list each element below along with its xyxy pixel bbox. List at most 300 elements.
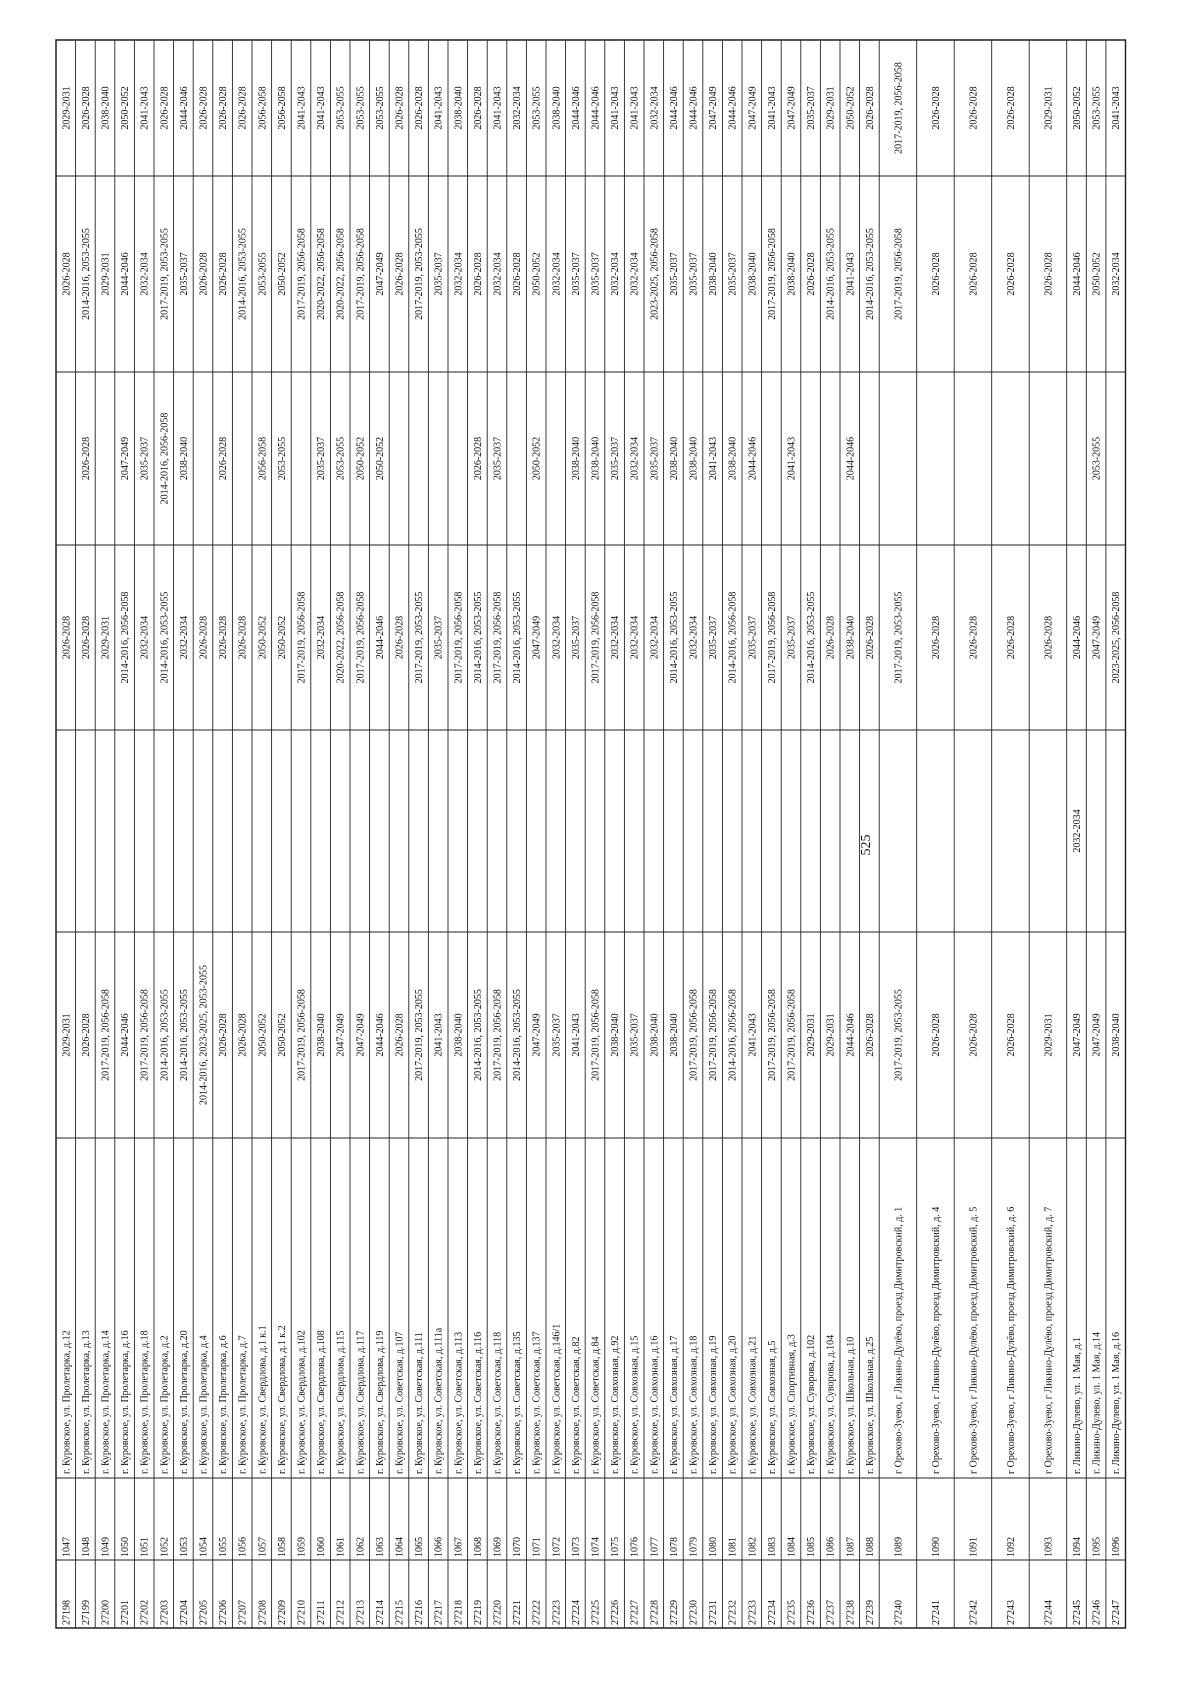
table-cell: 2017-2019, 2056-2058: [492, 591, 504, 684]
table-cell: 2041-2043: [786, 436, 798, 481]
table-cell: 27244: [1043, 1600, 1055, 1625]
table-cell: г. Куровское, ул. Свердлова, д.1 к.2: [276, 1325, 288, 1474]
table-cell: г. Куровское, ул. Совхозная, д.19: [708, 1335, 720, 1474]
table-cell: 27211: [316, 1600, 328, 1625]
table-cell: 2038-2040: [668, 1013, 680, 1057]
table-cell: г. Куровское, ул. Пролетарка, д.14: [100, 1330, 112, 1474]
table-cell: 2053-2055: [257, 252, 269, 296]
table-cell: 27226: [610, 1600, 622, 1625]
table-cell: 2047-2049: [531, 1013, 543, 1057]
table-cell: 1066: [433, 1537, 445, 1557]
table-cell: г. Куровское, ул. Совхозная, д.18: [688, 1335, 700, 1474]
table-cell: 1077: [649, 1537, 661, 1557]
table-cell: 2014-2016, 2053-2055: [806, 591, 818, 684]
table-cell: 1078: [668, 1537, 680, 1557]
table-cell: г. Куровское, ул. Пролетарка, д.7: [237, 1335, 249, 1474]
table-cell: 2035-2037: [649, 436, 661, 481]
table-cell: 1067: [453, 1537, 465, 1557]
table-cell: 2026-2028: [472, 86, 484, 130]
table-cell: 27219: [472, 1600, 484, 1625]
table-cell: 1088: [864, 1537, 876, 1557]
table-cell: 1065: [414, 1537, 426, 1557]
table-cell: 2014-2016, 2053-2055: [864, 228, 876, 320]
table-cell: 2014-2016, 2023-2025, 2053-2055: [198, 965, 210, 1105]
table-cell: 1055: [218, 1537, 230, 1557]
table-cell: 2035-2037: [708, 615, 720, 660]
table-cell: 27217: [433, 1600, 445, 1625]
table-cell: 2032-2034: [316, 615, 328, 660]
table-cell: 1094: [1072, 1537, 1083, 1557]
table-cell: 27216: [414, 1600, 426, 1625]
table-cell: 2014-2016, 2053-2055: [668, 591, 680, 684]
table-cell: 2014-2016, 2056-2058: [120, 591, 132, 684]
table-cell: г. Куровское, ул. Советская, д.82: [570, 1336, 582, 1474]
table-cell: 2017-2019, 2056-2058: [100, 989, 112, 1081]
table-cell: 2014-2016, 2053-2055: [472, 989, 484, 1081]
table-cell: г. Куровское, ул. Пролетарка, д.18: [139, 1330, 151, 1474]
table-cell: 2047-2049: [786, 86, 798, 130]
table-cell: 2050-2052: [120, 86, 132, 130]
table-cell: 27241: [931, 1600, 942, 1625]
table-cell: 2035-2037: [178, 252, 190, 296]
table-cell: 2026-2028: [1006, 1013, 1017, 1057]
table-cell: 2026-2028: [931, 86, 942, 130]
table-cell: 2026-2028: [237, 1013, 249, 1057]
table-cell: 2032-2034: [629, 252, 641, 296]
table-cell: г. Куровское, ул. Пролетарка, д.16: [120, 1330, 132, 1474]
table-cell: 2050-2052: [845, 86, 857, 130]
table-cell: 27213: [355, 1600, 367, 1625]
table-cell: г. Куровское, ул. Советская, д.146/1: [551, 1323, 563, 1474]
table-cell: 2041-2043: [316, 86, 328, 130]
table-cell: 2026-2028: [968, 1013, 980, 1057]
table-cell: г. Куровское, ул. Советская, д.135: [512, 1331, 524, 1474]
table-cell: 2035-2037: [668, 252, 680, 296]
table-cell: 27207: [237, 1600, 249, 1625]
table-cell: 27229: [668, 1600, 680, 1625]
table-cell: 2026-2028: [394, 1013, 406, 1057]
table-cell: 2029-2031: [806, 1013, 818, 1057]
table-cell: 2032-2034: [551, 615, 563, 660]
table-cell: г. Куровское, ул. Совхозная, д.92: [610, 1335, 622, 1474]
table-cell: 1052: [159, 1537, 171, 1557]
table-cell: 2032-2034: [492, 252, 504, 296]
table-cell: 2026-2028: [968, 86, 980, 130]
table-cell: 1069: [492, 1537, 504, 1557]
table-cell: 2047-2049: [1072, 1013, 1083, 1057]
table-cell: г. Куровское, ул. Свердлова, д.108: [316, 1330, 328, 1474]
table-cell: 27215: [394, 1600, 406, 1625]
table-cell: 2038-2040: [786, 252, 798, 296]
table-cell: 2026-2028: [1006, 615, 1017, 660]
table-cell: 2044-2046: [178, 86, 190, 130]
table-cell: 2017-2019, 2056-2058: [893, 62, 905, 154]
table-cell: 2026-2028: [931, 252, 942, 296]
table-cell: 2032-2034: [629, 615, 641, 660]
table-cell: 2050-2052: [276, 1013, 288, 1057]
table-cell: 2047-2049: [531, 615, 543, 660]
table-cell: 2038-2040: [649, 1013, 661, 1057]
table-cell: 27199: [80, 1600, 92, 1625]
table-cell: 2047-2049: [1091, 615, 1103, 660]
table-cell: 1062: [355, 1537, 367, 1557]
table-cell: 2026-2028: [1006, 86, 1017, 130]
table-cell: 2032-2034: [139, 252, 151, 296]
table-cell: 2017-2019, 2056-2058: [296, 591, 308, 684]
table-cell: г. Куровское, ул. Совхозная, д.5: [766, 1340, 778, 1474]
table-cell: 27223: [551, 1600, 563, 1625]
table-cell: 2026-2028: [61, 615, 73, 660]
table-cell: 2026-2028: [414, 86, 426, 130]
table-cell: 2017-2019, 2056-2058: [688, 989, 700, 1081]
table-cell: 27247: [1111, 1600, 1123, 1625]
table-cell: 2017-2019, 2056-2058: [492, 989, 504, 1081]
table-cell: г. Куровское, ул. Пролетарка, д.13: [80, 1330, 92, 1474]
table-cell: г. Куровское, ул. Школьная, д.25: [864, 1336, 876, 1474]
table-cell: 2035-2037: [139, 436, 151, 481]
table-cell: 1093: [1043, 1537, 1055, 1557]
table-cell: г. Куровское, ул. Свердлова, д.115: [335, 1330, 347, 1474]
table-cell: 2050-2052: [257, 615, 269, 660]
table-cell: 2056-2058: [257, 436, 269, 481]
table-cell: 2014-2016, 2053-2055: [80, 228, 92, 320]
table-cell: 1070: [512, 1537, 524, 1557]
table-cell: 2017-2019, 2053-2055: [414, 591, 426, 684]
table-cell: г. Куровское, ул. Совхозная, д.17: [668, 1335, 680, 1474]
table-cell: 27214: [374, 1600, 386, 1625]
table-cell: 2026-2028: [159, 86, 171, 130]
table-cell: 2026-2028: [218, 615, 230, 660]
table-cell: г Орехово-Зуево, г Ликино-Дулёво, проезд Димитровский, д. 1: [893, 1206, 905, 1474]
table-cell: 2017-2019, 2053-2055: [159, 228, 171, 320]
table-cell: 2038-2040: [570, 436, 582, 481]
table-cell: 2035-2037: [551, 1013, 563, 1057]
table-cell: 27228: [649, 1600, 661, 1625]
table-cell: г. Куровское, ул. Советская, д.111: [414, 1332, 426, 1474]
table-cell: 27233: [747, 1600, 759, 1625]
table-cell: 2026-2028: [864, 615, 876, 660]
table-cell: 2026-2028: [80, 436, 92, 481]
table-cell: 2044-2046: [590, 86, 602, 130]
table-cell: 2035-2037: [727, 252, 739, 296]
table-cell: 2047-2049: [1091, 1013, 1103, 1057]
table-cell: 2044-2046: [668, 86, 680, 130]
table-cell: 2029-2031: [61, 1013, 73, 1057]
table-cell: 27237: [825, 1600, 837, 1625]
table-cell: 2029-2031: [825, 1013, 837, 1057]
table-cell: 2014-2016, 2053-2055: [512, 989, 524, 1081]
table-cell: 27246: [1091, 1600, 1103, 1625]
table-cell: 2035-2037: [492, 436, 504, 481]
table-cell: 2041-2043: [845, 252, 857, 296]
table-cell: г. Куровское, ул. Пролетарка, д.4: [198, 1335, 210, 1474]
table-cell: 2026-2028: [968, 615, 980, 660]
table-cell: 2047-2049: [355, 1013, 367, 1057]
table-cell: 2044-2046: [120, 252, 132, 296]
table-cell: 2044-2046: [1072, 615, 1083, 660]
table-cell: 2026-2028: [61, 252, 73, 296]
table-cell: 1059: [296, 1537, 308, 1557]
table-cell: 2026-2028: [1006, 252, 1017, 296]
table-cell: 2014-2016, 2053-2055: [512, 591, 524, 684]
table-cell: 1080: [708, 1537, 720, 1557]
table-cell: г Орехово-Зуево, г Ликино-Дулёво, проезд Димитровский, д. 6: [1006, 1206, 1017, 1474]
table-cell: г. Куровское, ул. Советская, д.107: [394, 1331, 406, 1474]
table-cell: 2017-2019, 2056-2058: [766, 228, 778, 320]
table-cell: 2032-2034: [649, 615, 661, 660]
table-cell: г. Куровское, ул. Пролетарка, д.2: [159, 1335, 171, 1474]
table-cell: 2038-2040: [610, 1013, 622, 1057]
table-cell: 2017-2019, 2056-2058: [355, 591, 367, 684]
table-cell: 1089: [893, 1537, 905, 1557]
table-cell: 2026-2028: [198, 252, 210, 296]
table-cell: 2038-2040: [178, 436, 190, 481]
table-cell: г Орехово-Зуево, г Ликино-Дулёво, проезд Димитровский, д. 7: [1043, 1206, 1055, 1474]
table-cell: 2029-2031: [100, 615, 112, 660]
table-cell: 1048: [80, 1537, 92, 1557]
table-cell: 27227: [629, 1600, 641, 1625]
table-cell: 2026-2028: [864, 1013, 876, 1057]
table-cell: 27198: [61, 1600, 73, 1625]
table-cell: 2053-2055: [531, 86, 543, 130]
table-cell: 1076: [629, 1537, 641, 1557]
table-cell: 2026-2028: [218, 86, 230, 130]
table-cell: 2032-2034: [629, 436, 641, 481]
table-cell: 2026-2028: [198, 86, 210, 130]
table-cell: 2032-2034: [1072, 809, 1083, 853]
table-cell: 1071: [531, 1537, 543, 1557]
page-number: 525: [859, 834, 874, 856]
table-cell: 2044-2046: [570, 86, 582, 130]
table-cell: 2041-2043: [570, 1013, 582, 1057]
table-cell: 1056: [237, 1537, 249, 1557]
table-cell: 1096: [1111, 1537, 1123, 1557]
table-cell: 2035-2037: [629, 1013, 641, 1057]
table-cell: 2014-2016, 2056-2058: [727, 591, 739, 684]
table-cell: г. Куровское, ул. Свердлова, д.117: [355, 1330, 367, 1474]
table-cell: г. Куровское, ул. Свердлова, д.119: [374, 1330, 386, 1474]
table-cell: г. Куровское, ул. Спортивная, д.3: [786, 1334, 798, 1474]
table-cell: 2038-2040: [453, 1013, 465, 1057]
table-cell: 1075: [610, 1537, 622, 1557]
table-cell: 2053-2055: [374, 86, 386, 130]
table-cell: 2044-2046: [374, 615, 386, 660]
table-cell: 1061: [335, 1537, 347, 1557]
table-cell: 2017-2019, 2053-2055: [893, 591, 905, 684]
table-cell: 2017-2019, 2056-2058: [590, 989, 602, 1081]
table-cell: 2041-2043: [708, 436, 720, 481]
table-cell: 27234: [766, 1600, 778, 1625]
table-cell: 2026-2028: [864, 86, 876, 130]
table-cell: 2050-2052: [276, 615, 288, 660]
table-cell: 2041-2043: [610, 86, 622, 130]
table-cell: г Орехово-Зуево, г Ликино-Дулёво, проезд Димитровский, д. 5: [968, 1206, 980, 1474]
table-cell: 2026-2028: [80, 1013, 92, 1057]
table-cell: 2035-2037: [570, 252, 582, 296]
table-cell: 2041-2043: [139, 86, 151, 130]
table-cell: 2053-2055: [1091, 436, 1103, 481]
table-cell: 27206: [218, 1600, 230, 1625]
table-cell: 27238: [845, 1600, 857, 1625]
table-cell: 2038-2040: [845, 615, 857, 660]
table-cell: г. Куровское, ул. Советская, д.84: [590, 1336, 602, 1474]
table-cell: 2014-2016, 2053-2055: [237, 228, 249, 320]
table-cell: 27222: [531, 1600, 543, 1625]
table-cell: 2044-2046: [374, 1013, 386, 1057]
table-cell: 2035-2037: [610, 436, 622, 481]
table-cell: 2032-2034: [551, 252, 563, 296]
table-cell: 27208: [257, 1600, 269, 1625]
table-cell: 2014-2016, 2053-2055: [159, 989, 171, 1081]
table-cell: 2017-2019, 2056-2058: [766, 989, 778, 1081]
table-cell: 2023-2025, 2056-2058: [1111, 591, 1123, 684]
table-cell: 2026-2028: [218, 252, 230, 296]
table-cell: 2047-2049: [335, 1013, 347, 1057]
table-cell: 2026-2028: [512, 252, 524, 296]
table-cell: 2041-2043: [766, 86, 778, 130]
table-cell: 1063: [374, 1537, 386, 1557]
table-cell: г. Куровское, ул. Советская, д.118: [492, 1331, 504, 1474]
table-cell: 2017-2019, 2056-2058: [139, 989, 151, 1081]
table-cell: 27202: [139, 1600, 151, 1625]
table-cell: 2056-2058: [276, 86, 288, 130]
table-cell: 2017-2019, 2056-2058: [590, 591, 602, 684]
table-cell: г. Куровское, ул. Пролетарка, д.6: [218, 1335, 230, 1474]
table-cell: 2044-2046: [845, 1013, 857, 1057]
table-cell: 2035-2037: [806, 86, 818, 130]
table-cell: 27243: [1006, 1600, 1017, 1625]
table-cell: 27225: [590, 1600, 602, 1625]
table-cell: 2014-2016, 2056-2058: [159, 412, 171, 505]
table-cell: 2050-2052: [531, 436, 543, 481]
table-cell: 2047-2049: [708, 86, 720, 130]
table-cell: 2041-2043: [747, 1013, 759, 1057]
table-cell: 2032-2034: [453, 252, 465, 296]
table-cell: 2044-2046: [845, 436, 857, 481]
table-cell: 2038-2040: [100, 86, 112, 130]
table-cell: 2053-2055: [335, 86, 347, 130]
table-cell: 27239: [864, 1600, 876, 1625]
table-cell: 1081: [727, 1537, 739, 1557]
table-cell: 27232: [727, 1600, 739, 1625]
table-cell: 2035-2037: [316, 436, 328, 481]
table-cell: 1092: [1006, 1537, 1017, 1557]
table-cell: 1051: [139, 1537, 151, 1557]
table-cell: 2041-2043: [492, 86, 504, 130]
table-cell: 2017-2019, 2056-2058: [708, 989, 720, 1081]
table-cell: 2017-2019, 2053-2055: [893, 989, 905, 1081]
table-cell: 2044-2046: [688, 86, 700, 130]
table-cell: г. Куровское, ул. Советская, д.111а: [433, 1327, 445, 1474]
table-cell: 27230: [688, 1600, 700, 1625]
table-cell: 1085: [806, 1537, 818, 1557]
table-cell: 2050-2052: [1091, 252, 1103, 296]
table-cell: 1054: [198, 1537, 210, 1557]
table-cell: 2026-2028: [80, 86, 92, 130]
table-cell: 1060: [316, 1537, 328, 1557]
table-cell: 1050: [120, 1537, 132, 1557]
table-cell: 27210: [296, 1600, 308, 1625]
table-cell: 2026-2028: [394, 252, 406, 296]
table-cell: 2035-2037: [433, 252, 445, 296]
table-cell: 27224: [570, 1600, 582, 1625]
table-cell: 27203: [159, 1600, 171, 1625]
table-cell: 1057: [257, 1537, 269, 1557]
table-cell: 1072: [551, 1537, 563, 1557]
table-cell: 2020-2022, 2056-2058: [316, 228, 328, 320]
table-cell: 2032-2034: [688, 615, 700, 660]
table-cell: 1073: [570, 1537, 582, 1557]
table-cell: 2035-2037: [747, 615, 759, 660]
table-cell: 2017-2019, 2056-2058: [355, 228, 367, 320]
table-cell: 1079: [688, 1537, 700, 1557]
table-cell: 2017-2019, 2056-2058: [766, 591, 778, 684]
table-cell: 2038-2040: [708, 252, 720, 296]
table-cell: 1091: [968, 1537, 980, 1557]
table-cell: 2035-2037: [433, 615, 445, 660]
table-cell: 2026-2028: [218, 436, 230, 481]
table-cell: 2026-2028: [80, 615, 92, 660]
table-cell: 2020-2022, 2056-2058: [335, 228, 347, 320]
table-cell: 2017-2019, 2056-2058: [453, 591, 465, 684]
table-cell: 2026-2028: [237, 86, 249, 130]
table-cell: г. Куровское, ул. Совхозная, д.21: [747, 1335, 759, 1474]
table-cell: 2029-2031: [825, 86, 837, 130]
table-cell: 2038-2040: [747, 252, 759, 296]
table-cell: 2026-2028: [931, 615, 942, 660]
table-cell: 2050-2052: [257, 1013, 269, 1057]
table-cell: 2032-2034: [178, 615, 190, 660]
table-cell: 2053-2055: [276, 436, 288, 481]
table-cell: 27205: [198, 1600, 210, 1625]
table-cell: 1058: [276, 1537, 288, 1557]
table-cell: 2050-2052: [531, 252, 543, 296]
table-cell: 2017-2019, 2053-2055: [414, 989, 426, 1081]
table-cell: 2053-2055: [1091, 86, 1103, 130]
table-cell: г. Куровское, ул. Совхозная, д.16: [649, 1335, 661, 1474]
table-cell: 1087: [845, 1537, 857, 1557]
table-cell: г. Куровское, ул. Совхозная, д.20: [727, 1335, 739, 1474]
table-cell: 2044-2046: [120, 1013, 132, 1057]
table-cell: 2026-2028: [806, 252, 818, 296]
table-cell: 1064: [394, 1537, 406, 1557]
table-cell: 2032-2034: [649, 86, 661, 130]
table-cell: 1074: [590, 1537, 602, 1557]
table-cell: 2017-2019, 2056-2058: [296, 989, 308, 1081]
table-cell: 2029-2031: [1043, 86, 1055, 130]
table-cell: 2038-2040: [668, 436, 680, 481]
table-cell: 2014-2016, 2053-2055: [472, 591, 484, 684]
table-cell: 2047-2049: [374, 252, 386, 296]
table-cell: г. Ликино-Дулево, ул. 1 Мая, д.16: [1111, 1331, 1123, 1474]
table-cell: 2032-2034: [139, 615, 151, 660]
table-cell: 2017-2019, 2053-2055: [414, 228, 426, 320]
table-cell: 27201: [120, 1600, 132, 1625]
table-cell: г. Куровское, ул. Советская, д.116: [472, 1331, 484, 1474]
table-cell: г. Ликино-Дулево, ул. 1 Мая, д.14: [1091, 1331, 1103, 1474]
table-cell: 2038-2040: [727, 436, 739, 481]
table-cell: 27220: [492, 1600, 504, 1625]
table-cell: 2050-2052: [355, 436, 367, 481]
table-cell: 2026-2028: [394, 615, 406, 660]
table-cell: 2014-2016, 2053-2055: [825, 228, 837, 320]
table-cell: 2035-2037: [570, 615, 582, 660]
table-cell: 1047: [61, 1537, 73, 1557]
table-cell: 1090: [931, 1537, 942, 1557]
table-cell: 2041-2043: [1111, 86, 1123, 130]
table-cell: 2038-2040: [551, 86, 563, 130]
table-cell: г. Куровское, ул. Суворова, д.104: [825, 1334, 837, 1474]
